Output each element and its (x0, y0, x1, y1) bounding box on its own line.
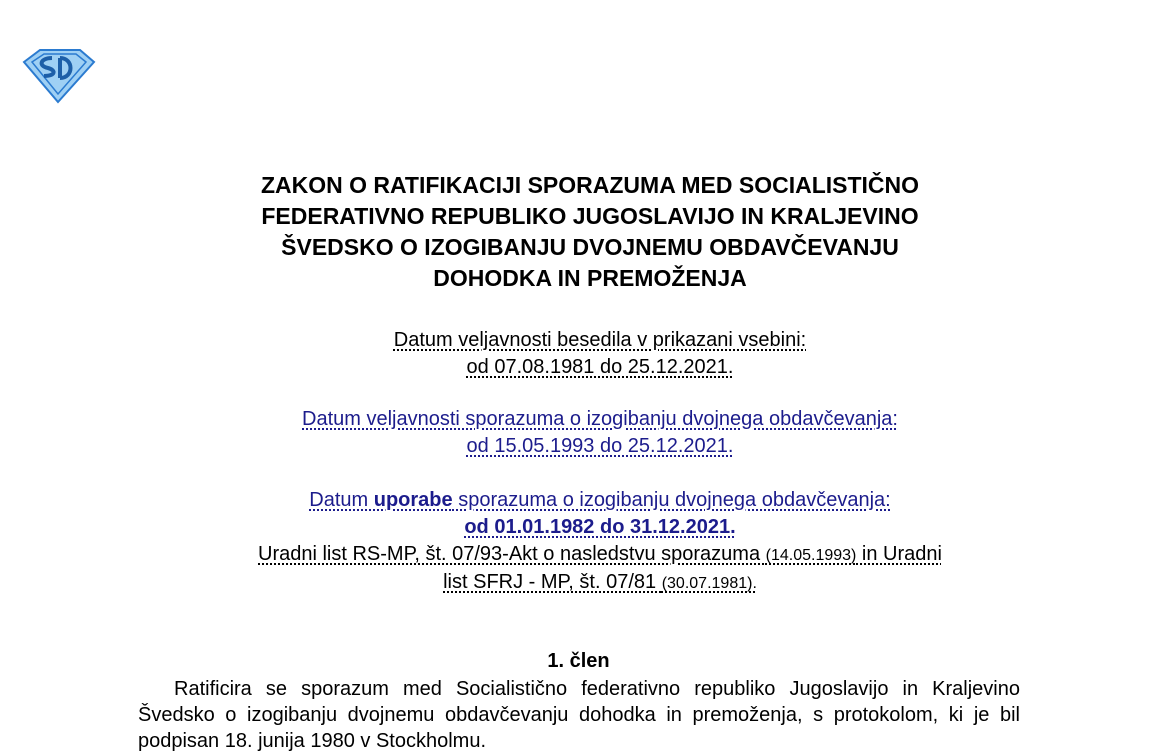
title-line: DOHODKA IN PREMOŽENJA (433, 265, 747, 291)
source-line-2[interactable] (443, 571, 757, 593)
title-line: ZAKON O RATIFIKACIJI SPORAZUMA MED SOCIALISTIČNO (260, 172, 920, 198)
application-agreement-block (120, 487, 1080, 597)
source-line-1-date: (14.05.1993) (765, 547, 857, 564)
title-line: ŠVEDSKO O IZOGIBANJU DVOJNEMU OBDAVČEVANJU (281, 234, 899, 260)
validity-text-block (120, 327, 1080, 381)
validity-agreement-range[interactable]: od 15.05.1993 do 25.12.2021. (466, 435, 734, 457)
label-pre: Datum (309, 489, 374, 511)
source-line-1[interactable] (258, 543, 942, 565)
source-line-1-c: in Uradni (856, 543, 942, 565)
article-heading: 1. člen (547, 650, 610, 672)
article-paragraph: Ratificira se sporazum med Socialistično federativno republiko Jugoslavijo in Kraljevino Švedsko o izogibanju dvojnemu obdavčevanju dohodka in premoženja, s protokolom, ki je bil podpisan 18. junija 1980 v Stockholmu. (138, 678, 1020, 752)
publisher-logo-icon (22, 48, 96, 104)
label-post: sporazuma o izogibanju dvojnega obdavčevanja: (452, 489, 891, 511)
label-bold: uporabe (373, 489, 453, 511)
source-line-1-a: Uradni list RS-MP, št. 07/93-Akt o nasledstvu sporazuma (258, 543, 766, 565)
title-line: FEDERATIVNO REPUBLIKO JUGOSLAVIJO IN KRALJEVINO (261, 203, 919, 229)
document-title (150, 170, 1030, 294)
validity-text-range[interactable]: od 07.08.1981 do 25.12.2021. (466, 356, 734, 378)
validity-agreement-block (120, 406, 1080, 460)
application-agreement-range[interactable]: od 01.01.1982 do 31.12.2021. (464, 516, 736, 538)
validity-agreement-label[interactable]: Datum veljavnosti sporazuma o izogibanju dvojnega obdavčevanja: (302, 408, 898, 430)
application-agreement-label[interactable] (309, 489, 890, 511)
validity-text-label[interactable]: Datum veljavnosti besedila v prikazani vsebini: (393, 329, 807, 351)
article-body (138, 676, 1020, 754)
source-line-2-a: list SFRJ - MP, št. 07/81 (443, 571, 662, 593)
source-line-2-date: (30.07.1981). (661, 575, 757, 592)
